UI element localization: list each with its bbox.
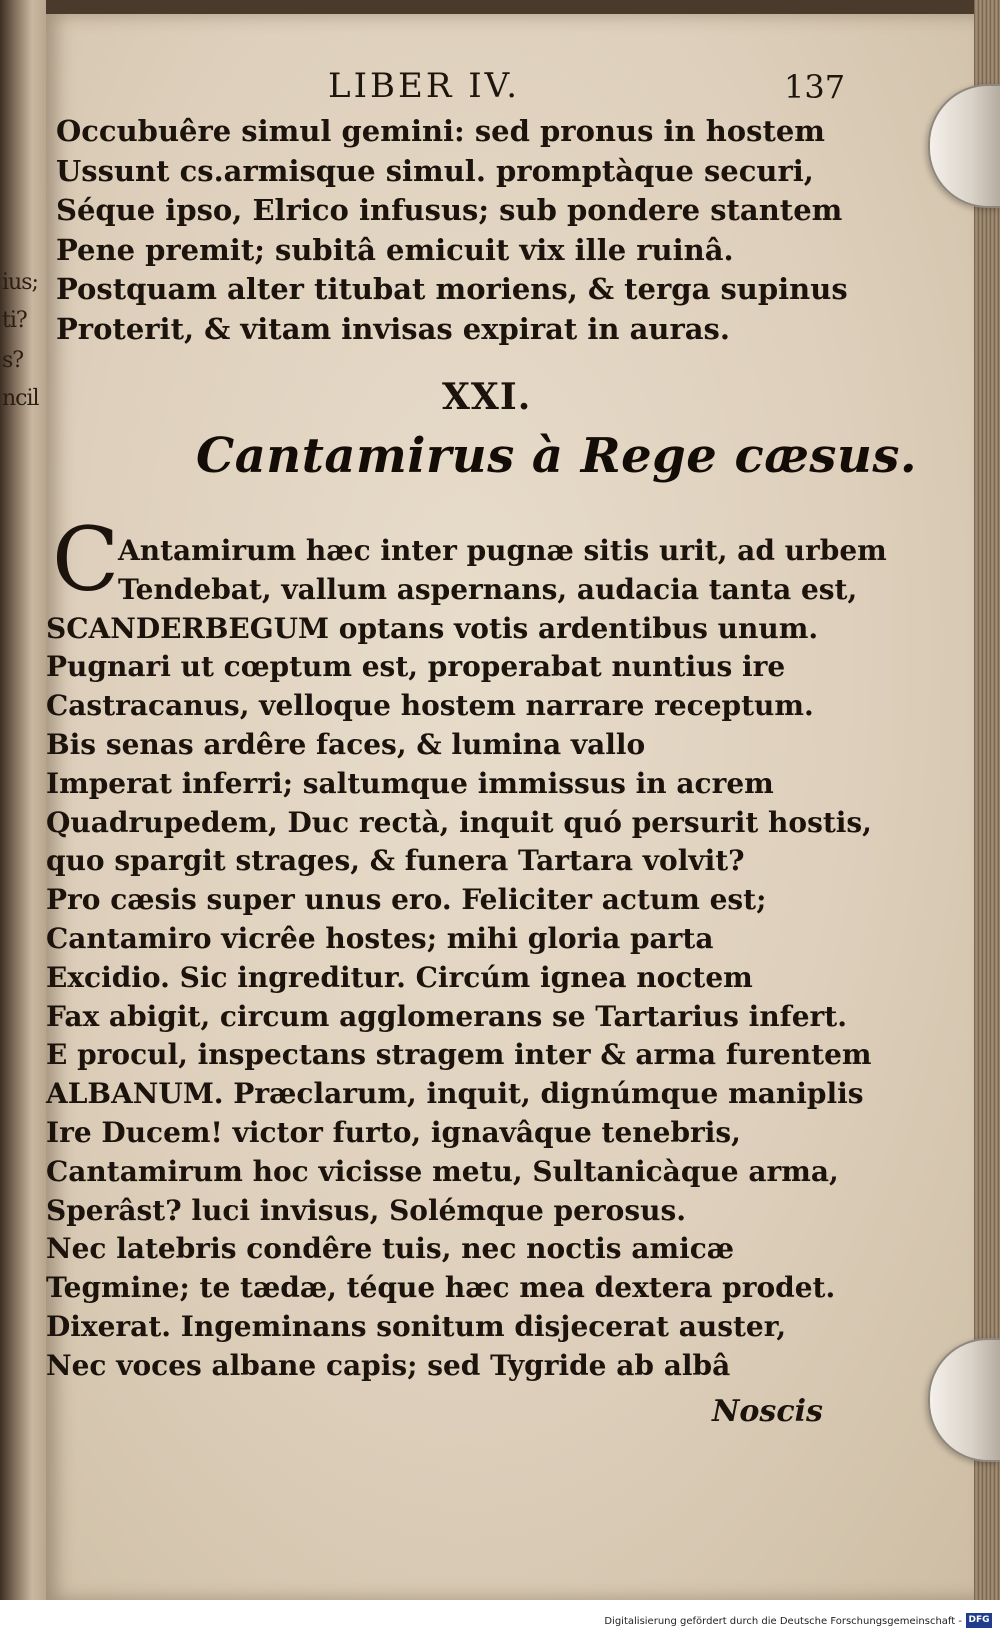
verse-line: Cantamirum hoc vicisse metu, Sultanicàque arma, [46, 1154, 839, 1188]
verse-line: Occubuêre simul gemini: sed pronus in hostem [56, 114, 825, 148]
verse-line: Ire Ducem! victor furto, ignavâque tenebris, [46, 1115, 741, 1149]
verse-line: Tegmine; te tædæ, téque hæc mea dextera prodet. [46, 1271, 836, 1305]
drop-cap: C [52, 508, 120, 611]
page-number: 137 [784, 68, 846, 106]
verse-line: SCANDERBEGUM optans votis ardentibus unum. [46, 611, 819, 645]
left-page-fragment: ncil [2, 386, 39, 411]
page-header [46, 62, 978, 112]
verse-line: Fax abigit, circum agglomerans se Tartarius infert. [46, 999, 847, 1033]
left-page-fragment: ti? [2, 308, 27, 333]
verse-line: Imperat inferri; saltumque immissus in acrem [46, 766, 774, 800]
verse-line: Nec voces albane capis; sed Tygride ab albâ [46, 1348, 731, 1382]
verse-line: Pro cæsis super unus ero. Feliciter actum est; [46, 883, 767, 917]
verse-line: quo spargit strages, & funera Tartara volvit? [46, 844, 745, 878]
left-page-sliver [0, 0, 46, 1600]
verse-line: Proterit, & vitam invisas expirat in auras. [56, 311, 730, 346]
verse-line: Quadrupedem, Duc rectà, inquit quó persurit hostis, [46, 805, 872, 839]
verse-block-top [56, 112, 848, 349]
dfg-logo: DFG [966, 1613, 992, 1628]
running-head: LIBER IV. [328, 66, 521, 106]
section-title: Cantamirus à Rege cæsus. [196, 428, 918, 484]
left-page-fragment: s? [2, 348, 24, 373]
digitization-credit: Digitalisierung gefördert durch die Deutsche Forschungsgemeinschaft - [604, 1616, 962, 1627]
verse-line: Ussunt cs.armisque simul. promptàque securi, [56, 153, 814, 188]
verse-block-main [46, 532, 887, 1386]
verse-line: E procul, inspectans stragem inter & arma furentem [46, 1038, 872, 1072]
verse-line: Antamirum hæc inter pugnæ sitis urit, ad urbem [118, 534, 887, 567]
verse-line: Postquam alter titubat moriens, & terga supinus [56, 272, 848, 306]
verse-line: ALBANUM. Præclarum, inquit, dignúmque maniplis [46, 1077, 864, 1111]
verse-line: Sperâst? luci invisus, Solémque perosus. [46, 1193, 686, 1227]
verse-line: Nec latebris condêre tuis, nec noctis amicæ [46, 1232, 735, 1266]
verse-line: Bis senas ardêre faces, & lumina vallo [46, 727, 646, 761]
verse-line: Excidio. Sic ingreditur. Circúm ignea noctem [46, 960, 753, 994]
left-page-fragment: ius; [2, 270, 38, 295]
verse-line: Tendebat, vallum aspernans, audacia tanta est, [118, 572, 858, 606]
catchword: Noscis [712, 1394, 823, 1429]
verse-line: Castracanus, velloque hostem narrare receptum. [46, 689, 814, 723]
verse-line: Cantamiro vicrêe hostes; mihi gloria parta [46, 921, 714, 955]
verse-line: Pugnari ut cœptum est, properabat nuntius ire [46, 650, 786, 684]
verse-line: Séque ipso, Elrico infusus; sub pondere stantem [56, 193, 843, 227]
book-page [46, 14, 978, 1600]
section-number: XXI. [442, 376, 532, 418]
verse-line: Dixerat. Ingeminans sonitum disjecerat auster, [46, 1309, 787, 1343]
verse-line: Pene premit; subitâ emicuit vix ille ruinâ. [56, 232, 734, 267]
